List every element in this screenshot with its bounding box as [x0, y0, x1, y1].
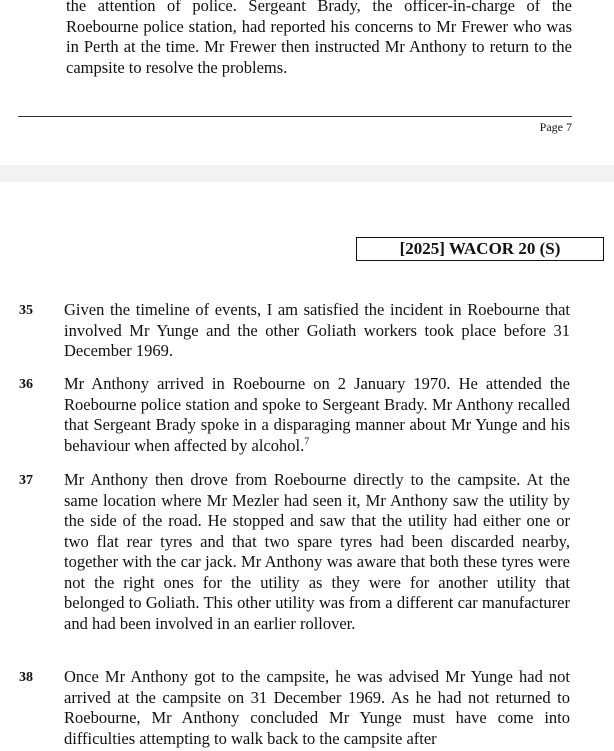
paragraph-number: 36 [19, 377, 33, 392]
footnote-marker[interactable]: 7 [304, 436, 310, 447]
page-separator [0, 165, 614, 182]
paragraph-number: 38 [19, 670, 33, 685]
case-citation-header: [2025] WACOR 20 (S) [356, 237, 604, 261]
previous-page [0, 0, 614, 165]
continued-paragraph: the attention of police. Sergeant Brady, the officer-in-charge of the Roebourne police station, had reported his concerns to Mr Frewer who was in Perth at the time. Mr Frewer then instructed Mr Anthony to return to the campsite to resolve the problems. [66, 0, 572, 77]
paragraph-number: 35 [19, 303, 33, 318]
paragraph-body: Mr Anthony arrived in Roebourne on 2 January 1970. He attended the Roebourne police station and spoke to Sergeant Brady. Mr Anthony recalled that Sergeant Brady spoke in a disparaging manner about Mr Yunge and his behaviour when affected by alcohol. [64, 374, 570, 455]
paragraph-text: Mr Anthony then drove from Roebourne directly to the campsite. At the same location where Mr Mezler had seen it, Mr Anthony saw the utility by the side of the road. He stopped and saw that the utility had either one or two flat rear tyres and that two spare tyres had been discarded nearby, together with the car jack. Mr Anthony was aware that both these tyres were not the right ones for the utility as they were for another utility that belonged to Goliath. This other utility was from a different car manufacturer and had been involved in an earlier rollover. [64, 470, 570, 633]
paragraph-number: 37 [19, 473, 33, 488]
current-page [0, 182, 614, 751]
paragraph-text [64, 374, 570, 456]
paragraph-text: Once Mr Anthony got to the campsite, he was advised Mr Yunge had not arrived at the campsite on 31 December 1969. As he had not returned to Roebourne, Mr Anthony concluded Mr Yunge must have come into difficulties attempting to walk back to the campsite after [64, 667, 570, 748]
footer-rule [18, 116, 572, 117]
paragraph-text: Given the timeline of events, I am satisfied the incident in Roebourne that involved Mr Yunge and the other Goliath workers took place before 31 December 1969. [64, 300, 570, 360]
page-number: Page 7 [539, 120, 572, 134]
